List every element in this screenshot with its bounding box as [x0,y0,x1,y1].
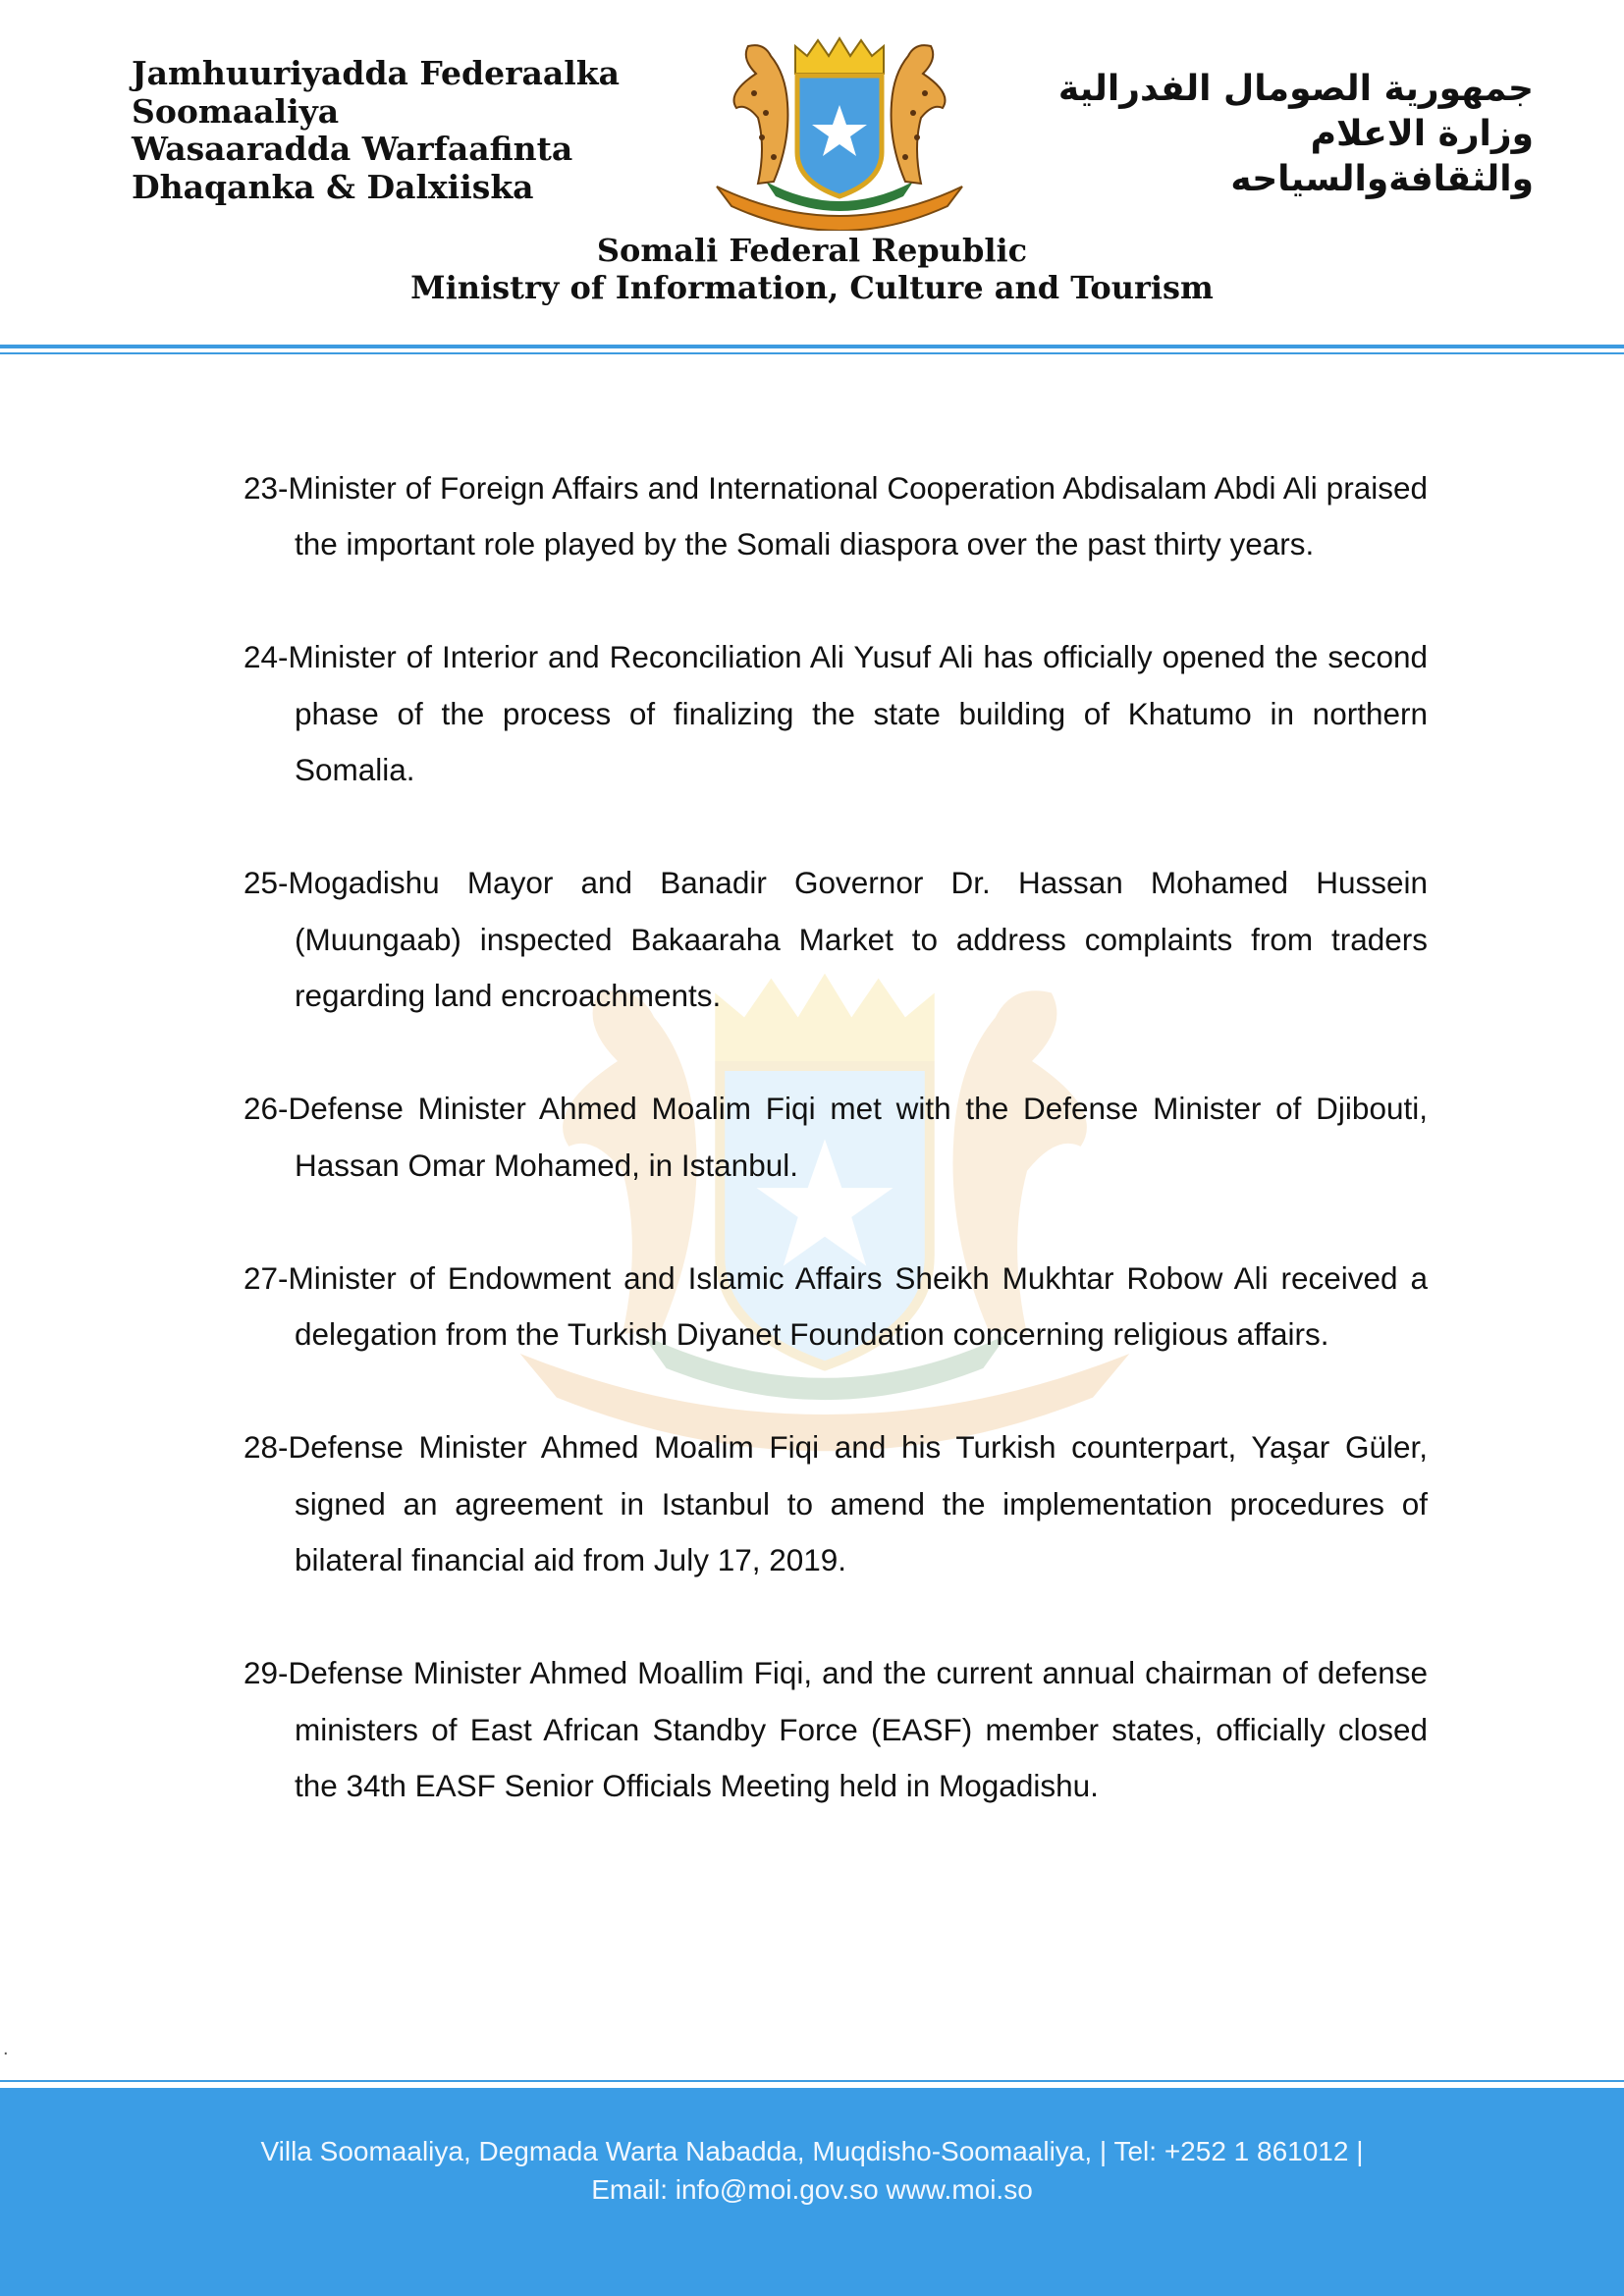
list-item: 25-Mogadishu Mayor and Banadir Governor Dr. Hassan Mohamed Hussein (Muungaab) inspected Bakaaraha Market to address complaints from traders regarding land encroachments. [244,865,1428,1013]
somali-header-line: Dhaqanka & Dalxiiska [132,167,534,206]
footer [0,2088,1624,2296]
coat-of-arms-icon [697,34,982,231]
somali-header-line: Soomaaliya [132,91,340,131]
arabic-header-line: وزارة الاعلام [1310,114,1534,154]
footer-divider [0,2080,1624,2082]
arabic-header-line: والثقافةوالسياحه [1230,159,1534,199]
stray-mark: . [3,2038,9,2059]
somali-header-line: Jamhuuriyadda Federaalka [132,54,621,92]
country-name: Somali Federal Republic [596,232,1028,269]
footer-address: Villa Soomaaliya, Degmada Warta Nabadda, Muqdisho-Soomaaliya, | Tel: +252 1 861012 | [260,2136,1364,2166]
arabic-header [1058,67,1534,202]
english-header [0,232,1624,306]
list-item: 26-Defense Minister Ahmed Moalim Fiqi met with the Defense Minister of Djibouti, Hassan Omar Mohamed, in Istanbul. [244,1091,1428,1183]
footer-contact: Email: info@moi.gov.so www.moi.so [591,2174,1033,2205]
list-item: 29-Defense Minister Ahmed Moallim Fiqi, and the current annual chairman of defense ministers of East African Standby Force (EASF) member states, officially closed the 34th EASF Senior Officials Meeting held in Mogadishu. [244,1655,1428,1803]
list-item: 27-Minister of Endowment and Islamic Affairs Sheikh Mukhtar Robow Ali received a delegation from the Turkish Diyanet Foundation concerning religious affairs. [244,1259,1428,1352]
news-list [244,429,1428,1871]
header-divider [0,345,1624,348]
list-item: 24-Minister of Interior and Reconciliation Ali Yusuf Ali has officially opened the second phase of the process of finalizing the state building of Khatumo in northern Somalia. [244,639,1428,787]
list-item: 23-Minister of Foreign Affairs and International Cooperation Abdisalam Abdi Ali praised the important role played by the Somali diaspora over the past thirty years. [244,469,1428,561]
ministry-name: Ministry of Information, Culture and Tourism [410,269,1214,306]
somali-header [132,55,620,206]
arabic-header-line: جمهورية الصومال الفدرالية [1057,69,1534,109]
somali-header-line: Wasaaradda Warfaafinta [132,130,573,168]
header-divider-thin [0,352,1624,354]
list-item: 28-Defense Minister Ahmed Moalim Fiqi and his Turkish counterpart, Yaşar Güler, signed an agreement in Istanbul to amend the implementation procedures of bilateral financial aid from July 17, 2019. [244,1429,1428,1577]
